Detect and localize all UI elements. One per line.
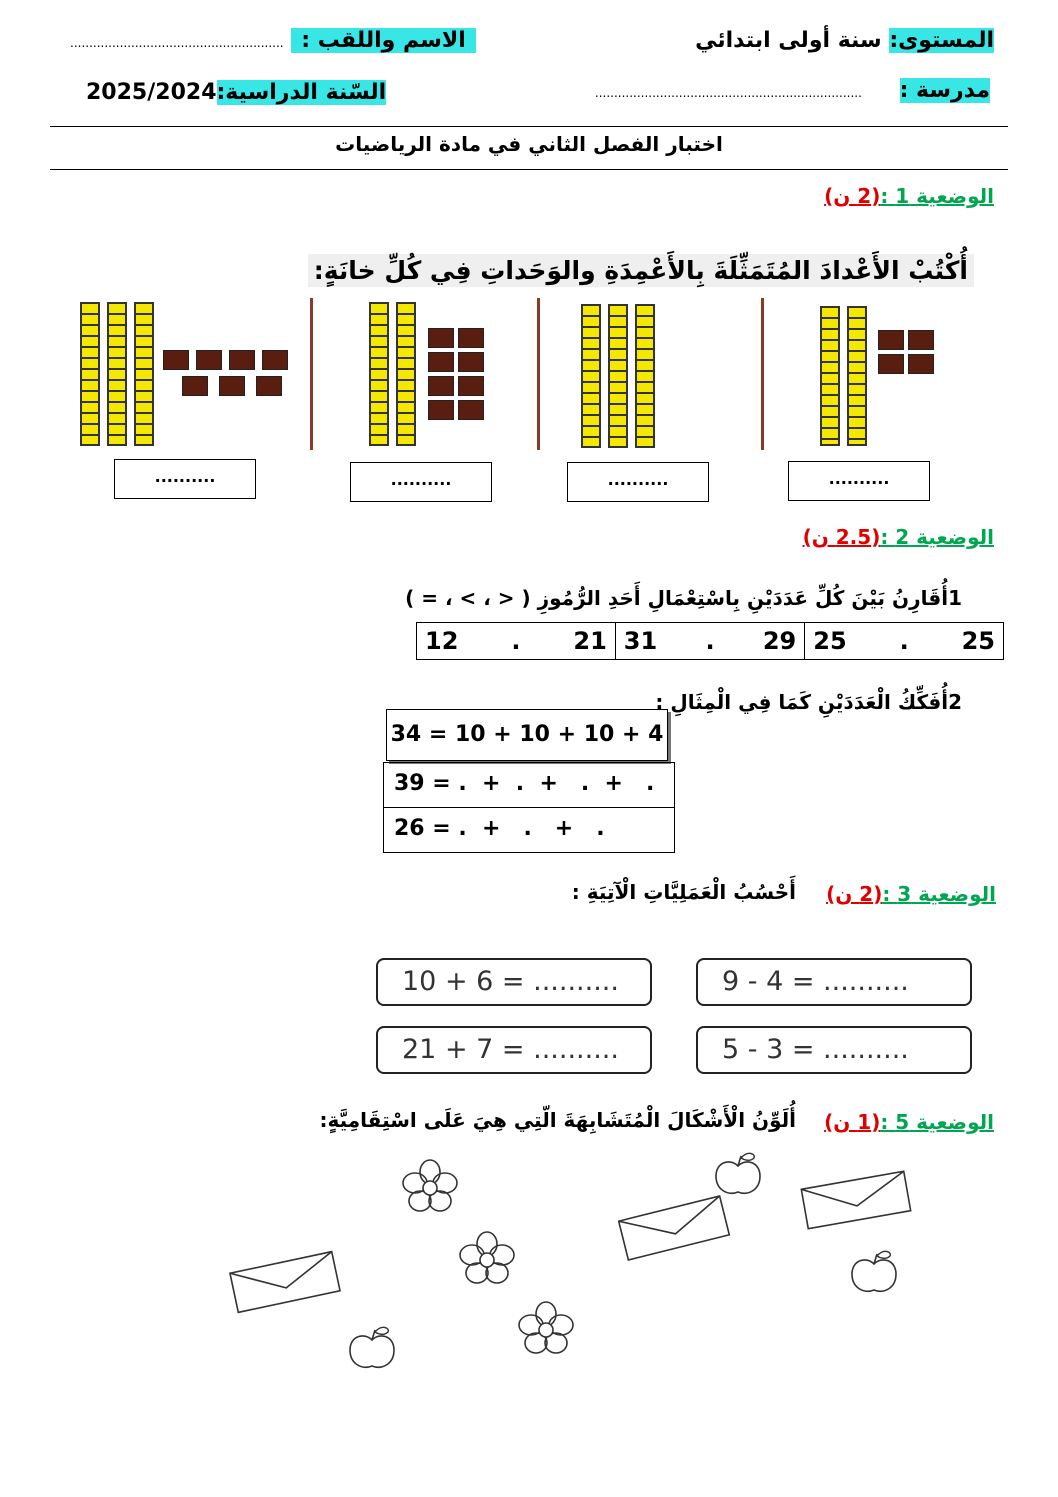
year-label: السّنة الدراسية: <box>216 80 387 105</box>
s3-instruction: أَحْسُبُ الْعَمَلِيَّاتِ الْآتِيَةِ : <box>571 880 796 904</box>
ten-rod <box>134 302 154 446</box>
apple-shape[interactable] <box>852 1251 896 1291</box>
school-dots[interactable]: ...................................................................... <box>594 86 862 100</box>
school-label: مدرسة : <box>899 78 990 103</box>
compare-cell-2[interactable] <box>615 623 804 660</box>
compare-dot: . <box>705 627 715 655</box>
unit-cube <box>182 376 208 396</box>
compare-cell-3[interactable] <box>417 623 616 660</box>
separator <box>310 298 313 450</box>
ten-rod <box>80 302 100 446</box>
ten-rod <box>847 306 867 446</box>
compare-b: 12 <box>425 627 459 655</box>
unit-cube <box>458 376 484 396</box>
exam-title: اختبار الفصل الثاني في مادة الرياضيات <box>335 132 723 156</box>
decompose-row-26[interactable]: 26 = . + . + . <box>383 807 675 853</box>
compare-table <box>416 622 1004 660</box>
s2-points: (2.5 ن) <box>802 525 881 549</box>
ten-rod <box>107 302 127 446</box>
s2-heading <box>803 525 994 549</box>
year-value: 2025/2024 <box>86 80 217 105</box>
compare-dot: . <box>511 627 521 655</box>
operation-box-4[interactable]: 5 - 3 = .......... <box>696 1026 972 1074</box>
s1-label: الوضعية 1 : <box>880 184 994 208</box>
unit-cube <box>428 400 454 420</box>
flower-shape[interactable] <box>403 1160 457 1211</box>
compare-a: 29 <box>762 627 797 655</box>
ten-rod <box>369 302 389 446</box>
unit-cube <box>458 328 484 348</box>
compare-a: 21 <box>573 627 607 655</box>
name-dots[interactable]: ........................................................ <box>70 36 284 50</box>
level-value: سنة أولى ابتدائي <box>695 28 882 53</box>
ten-rod <box>820 306 840 446</box>
example-box: 34 = 10 + 10 + 10 + 4 <box>386 709 668 761</box>
s3-label: الوضعية 3 : <box>882 882 996 906</box>
ten-rod <box>581 304 601 448</box>
operation-box-3[interactable]: 21 + 7 = .......... <box>376 1026 652 1074</box>
unit-cube <box>908 330 934 350</box>
unit-cube <box>219 376 245 396</box>
s2-q1: 1أُقَارِنُ بَيْنَ كُلِّ عَدَدَيْنِ بِاسْتِعْمَالِ أَحَدِ الرُّمُوزِ ( < ، > ، = ) <box>405 586 962 610</box>
year-line <box>86 80 386 105</box>
s3-points: (2 ن) <box>826 882 883 906</box>
unit-cube <box>458 400 484 420</box>
envelope-shape[interactable] <box>801 1171 910 1228</box>
answer-box-2[interactable]: .......... <box>350 462 492 502</box>
answer-box-1[interactable]: .......... <box>114 459 256 499</box>
unit-cube <box>229 350 255 370</box>
unit-cube <box>163 350 189 370</box>
ten-rod <box>608 304 628 448</box>
unit-cube <box>196 350 222 370</box>
apple-shape[interactable] <box>716 1153 760 1193</box>
shapes-area <box>0 1140 1058 1400</box>
unit-cube <box>428 352 454 372</box>
compare-cell-1[interactable] <box>805 623 1004 660</box>
answer-box-3[interactable]: .......... <box>567 462 709 502</box>
separator <box>537 298 540 450</box>
decompose-row-39[interactable]: 39 = . + . + . + . <box>383 762 675 808</box>
s2-label: الوضعية 2 : <box>880 525 994 549</box>
level-line <box>695 28 994 53</box>
level-label: المستوى: <box>889 28 994 53</box>
school-line <box>595 78 990 103</box>
unit-cube <box>256 376 282 396</box>
divider-bottom <box>50 169 1008 170</box>
s1-heading <box>824 184 994 208</box>
s1-instruction: أُكْتُبْ الأَعْدادَ المُتَمَثِّلَةَ بِالأَعْمِدَةِ والوَحَداتِ فِي كُلِّ خانَةٍ: <box>308 254 974 287</box>
ten-rod <box>396 302 416 446</box>
s5-heading <box>824 1110 994 1134</box>
compare-b: 31 <box>623 627 658 655</box>
envelope-shape[interactable] <box>230 1252 340 1313</box>
s3-heading <box>826 882 996 906</box>
compare-b: 25 <box>813 627 847 655</box>
unit-cube <box>262 350 288 370</box>
divider-top <box>50 126 1008 127</box>
answer-box-4[interactable]: .......... <box>788 461 930 501</box>
unit-cube <box>458 352 484 372</box>
s2-q2: 2أُفَكِّكُ الْعَدَدَيْنِ كَمَا فِي الْمِثَالِ : <box>655 690 962 714</box>
ten-rod <box>635 304 655 448</box>
unit-cube <box>428 328 454 348</box>
unit-cube <box>908 354 934 374</box>
s5-points: (1 ن) <box>824 1110 881 1134</box>
s5-instruction: أُلَوِّنُ الْأَشْكَالَ الْمُتَشَابِهَةَ الّتِي هِيَ عَلَى اسْتِقَامِيَّةٍ: <box>319 1108 796 1132</box>
flower-shape[interactable] <box>519 1302 573 1353</box>
unit-cube <box>428 376 454 396</box>
s5-label: الوضعية 5 : <box>880 1110 994 1134</box>
s1-points: (2 ن) <box>824 184 881 208</box>
unit-cube <box>878 354 904 374</box>
flower-shape[interactable] <box>460 1232 514 1283</box>
name-label: الاسم واللقب : <box>291 28 476 53</box>
compare-dot: . <box>899 627 909 655</box>
name-line <box>70 28 476 53</box>
operation-box-1[interactable]: 10 + 6 = .......... <box>376 958 652 1006</box>
apple-shape[interactable] <box>350 1327 394 1367</box>
envelope-shape[interactable] <box>619 1196 730 1260</box>
operation-box-2[interactable]: 9 - 4 = .......... <box>696 958 972 1006</box>
unit-cube <box>878 330 904 350</box>
compare-a: 25 <box>961 627 995 655</box>
separator <box>761 298 764 450</box>
